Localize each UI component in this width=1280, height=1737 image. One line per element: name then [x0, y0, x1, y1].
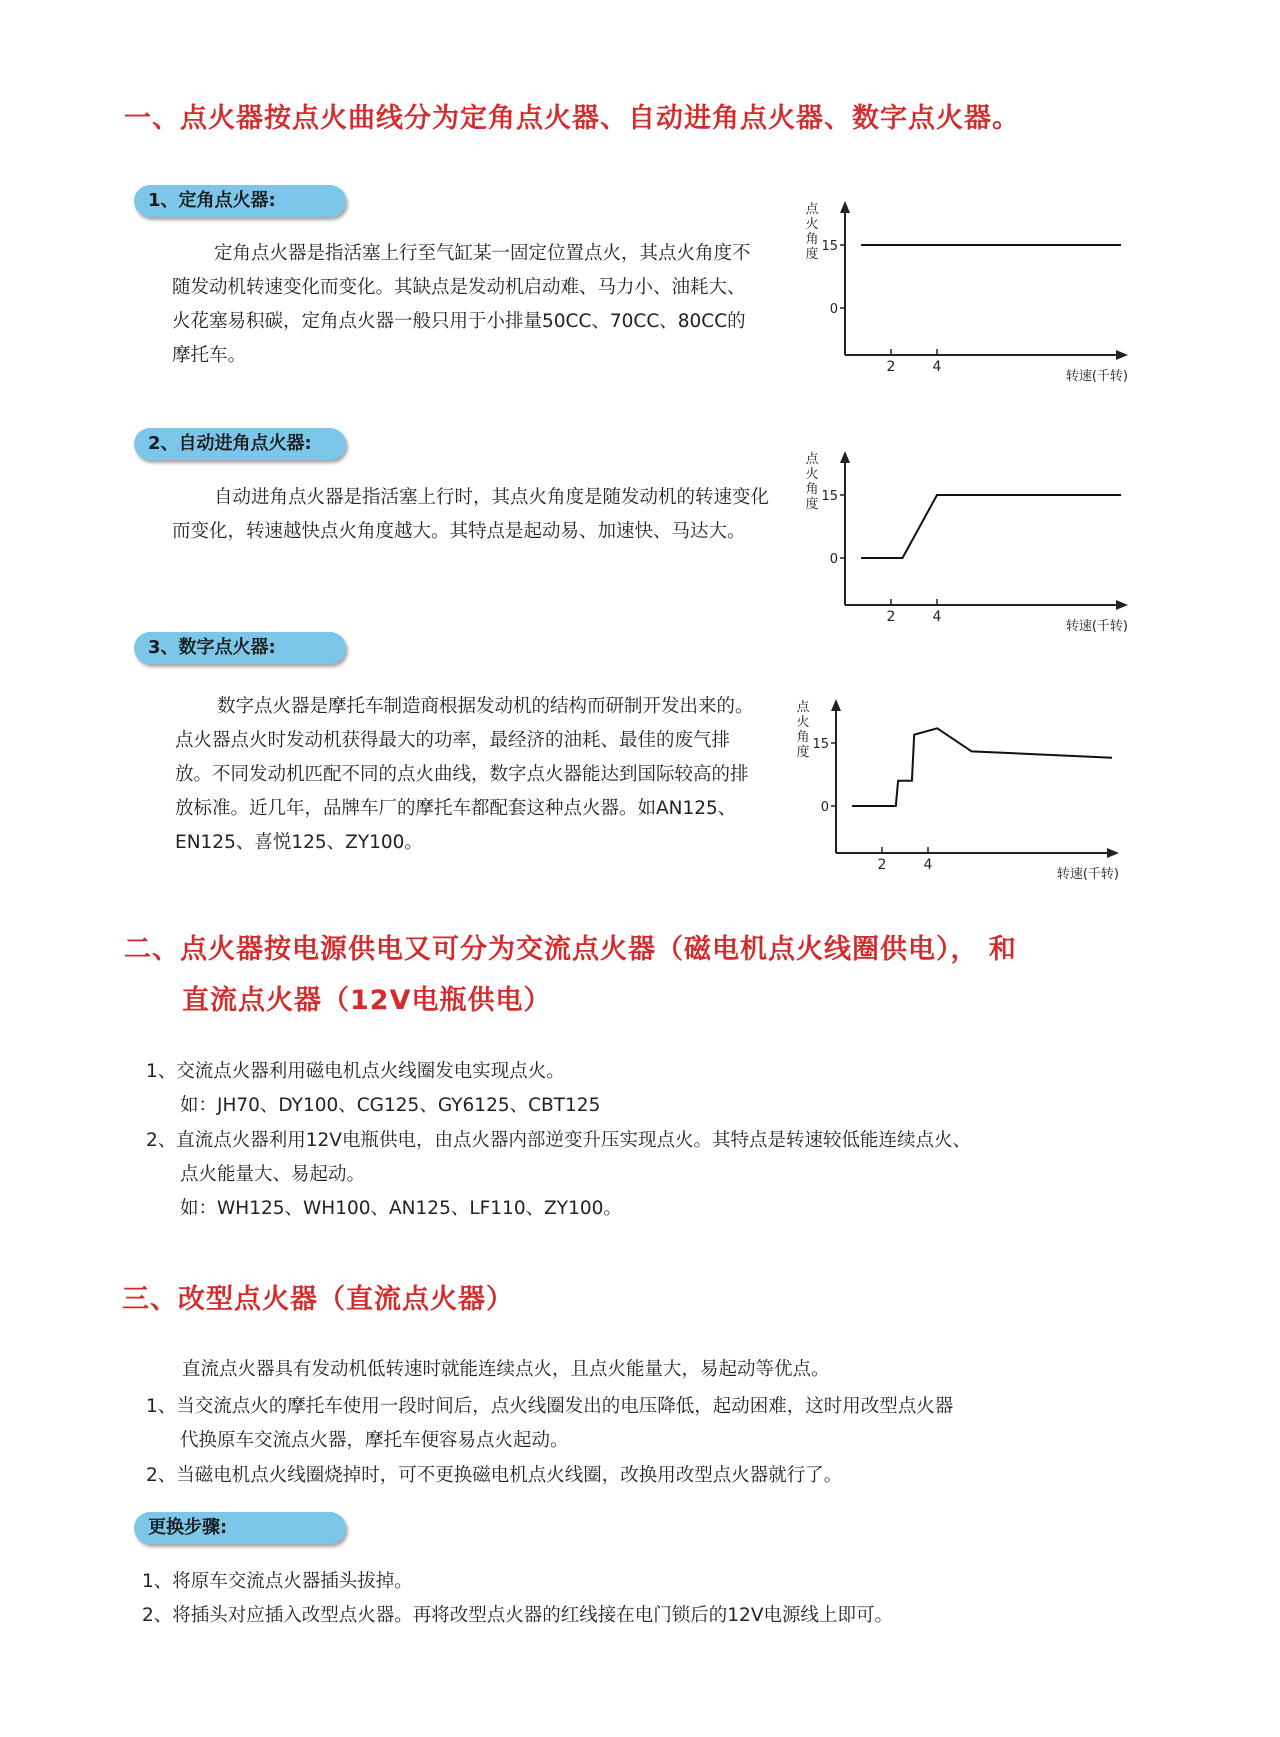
section1-heading: 一、点火器按点火曲线分为定角点火器、自动进角点火器、数字点火器。 — [124, 103, 1020, 134]
steps-line: 2、将插头对应插入改型点火器。再将改型点火器的红线接在电门锁后的12V电源线上即可。 — [142, 1605, 893, 1626]
item2-description: 自动进角点火器是指活塞上行时，其点火角度是随发动机的转速变化而变化，转速越快点火角度越大。其特点是起动易、加速快、马达大。 — [172, 487, 770, 542]
item3-label-badge: 3、数字点火器: — [134, 632, 346, 664]
chart-fixed-advance — [790, 195, 1180, 395]
y-axis-label-char: 角 — [796, 730, 810, 745]
y-tick-label: 15 — [821, 239, 838, 254]
y-axis-arrow — [840, 201, 850, 213]
section2-line: 如：JH70、DY100、CG125、GY6125、CBT125 — [180, 1095, 601, 1116]
section3-line: 1、当交流点火的摩托车使用一段时间后，点火线圈发出的电压降低，起动困难，这时用改型点火器 — [146, 1396, 954, 1417]
x-tick-label: 4 — [923, 857, 933, 873]
section2-heading-line2: 直流点火器（12V电瓶供电） — [182, 985, 552, 1016]
y-axis-arrow — [840, 451, 850, 463]
section2-line: 2、直流点火器利用12V电瓶供电，由点火器内部逆变升压实现点火。其特点是转速较低能连续点火、 — [146, 1130, 971, 1151]
y-tick-label: 0 — [829, 552, 838, 567]
y-axis-arrow — [831, 699, 841, 711]
y-tick-label: 0 — [820, 800, 829, 815]
y-axis-label-char: 火 — [796, 715, 810, 730]
section2-line: 如：WH125、WH100、AN125、LF110、ZY100。 — [180, 1198, 622, 1219]
section3-line: 2、当磁电机点火线圈烧掉时，可不更换磁电机点火线圈，改换用改型点火器就行了。 — [146, 1465, 843, 1486]
x-tick-label: 2 — [886, 359, 896, 375]
section2-line: 1、交流点火器利用磁电机点火线圈发电实现点火。 — [146, 1061, 565, 1082]
steps-line: 1、将原车交流点火器插头拔掉。 — [142, 1571, 413, 1592]
y-axis-label-char: 角 — [805, 232, 819, 247]
x-axis-arrow — [1116, 600, 1128, 610]
y-axis-label-char: 点 — [805, 202, 819, 217]
ignition-curve — [861, 495, 1121, 558]
section3-heading: 三、改型点火器（直流点火器） — [122, 1284, 514, 1315]
item3-description: 数字点火器是摩托车制造商根据发动机的结构而研制开发出来的。点火器点火时发动机获得最大的功率，最经济的油耗、最佳的废气排放。不同发动机匹配不同的点火曲线，数字点火器能达到国际较高的排放标准。近几年，品牌车厂的摩托车都配套这种点火器。如AN125、EN125、喜悦125、ZY100。 — [175, 696, 754, 853]
steps-label-badge: 更换步骤: — [134, 1512, 346, 1544]
y-tick-label: 15 — [812, 737, 829, 752]
section2-heading-line1: 二、点火器按电源供电又可分为交流点火器（磁电机点火线圈供电）， 和 — [124, 934, 1017, 965]
y-axis-label-char: 角 — [805, 482, 819, 497]
x-tick-label: 2 — [877, 857, 887, 873]
x-tick-label: 4 — [932, 609, 942, 625]
y-tick-label: 0 — [829, 302, 838, 317]
x-axis-label: 转速(千转) — [1065, 369, 1128, 384]
item1-label-badge: 1、定角点火器: — [134, 185, 346, 217]
x-axis-label: 转速(千转) — [1056, 867, 1119, 882]
y-axis-label-char: 火 — [805, 467, 819, 482]
section2-line: 点火能量大、易起动。 — [180, 1164, 366, 1185]
ignition-curve — [852, 728, 1112, 806]
y-tick-label: 15 — [821, 489, 838, 504]
y-axis-label-char: 点 — [805, 452, 819, 467]
y-axis-label-char: 火 — [805, 217, 819, 232]
y-axis-label-char: 度 — [805, 247, 819, 262]
chart-digital — [781, 693, 1171, 893]
chart-auto-advance — [790, 445, 1180, 645]
x-axis-arrow — [1116, 350, 1128, 360]
item1-description: 定角点火器是指活塞上行至气缸某一固定位置点火，其点火角度不随发动机转速变化而变化。其缺点是发动机启动难、马力小、油耗大、火花塞易积碳，定角点火器一般只用于小排量50CC、70CC、80CC的摩托车。 — [172, 243, 751, 366]
x-axis-label: 转速(千转) — [1065, 619, 1128, 634]
x-axis-arrow — [1107, 848, 1119, 858]
y-axis-label-char: 度 — [796, 745, 810, 760]
item2-label-badge: 2、自动进角点火器: — [134, 428, 346, 460]
y-axis-label-char: 度 — [805, 497, 819, 512]
x-tick-label: 4 — [932, 359, 942, 375]
x-tick-label: 2 — [886, 609, 896, 625]
section3-line: 直流点火器具有发动机低转速时就能连续点火，且点火能量大，易起动等优点。 — [182, 1359, 830, 1380]
section3-line: 代换原车交流点火器，摩托车便容易点火起动。 — [180, 1430, 569, 1451]
y-axis-label-char: 点 — [796, 700, 810, 715]
